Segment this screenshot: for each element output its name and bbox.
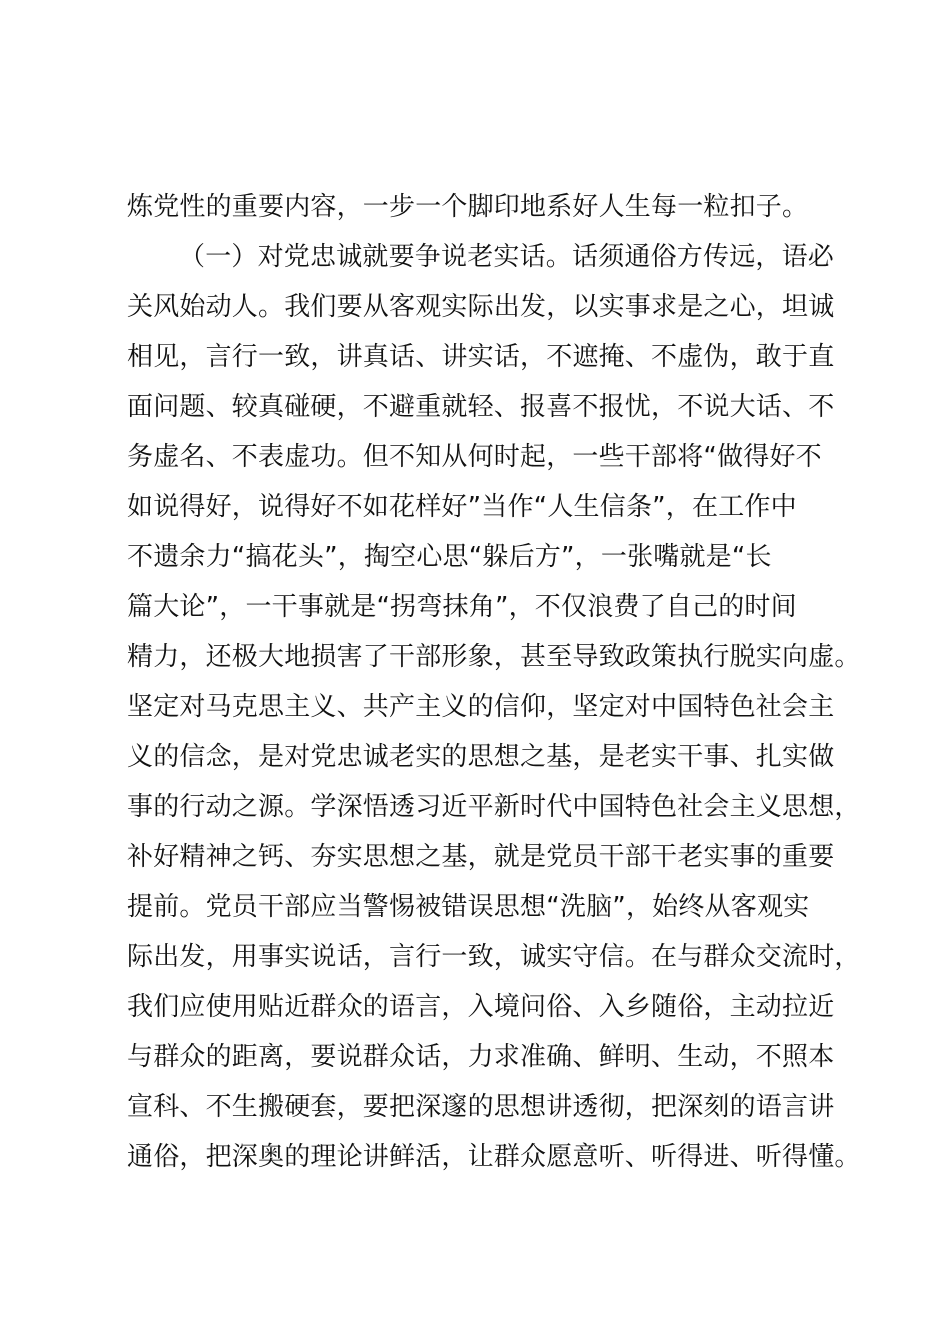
text-line: 通俗，把深奥的理论讲鲜活，让群众愿意听、听得进、听得懂。: [127, 1142, 861, 1172]
text-line: 宣科、不生搬硬套，要把深邃的思想讲透彻，把深刻的语言讲: [127, 1092, 835, 1122]
text-line: 补好精神之钙、夯实思想之基，就是党员干部干老实事的重要: [127, 842, 835, 872]
text-line: 炼党性的重要内容，一步一个脚印地系好人生每一粒扣子。: [127, 192, 809, 222]
text-line: 提前。党员干部应当警惕被错误思想“洗脑”，始终从客观实: [127, 892, 810, 922]
text-line: 如说得好，说得好不如花样好”当作“人生信条”，在工作中: [127, 492, 797, 522]
text-line: 关风始动人。我们要从客观实际出发，以实事求是之心，坦诚: [127, 292, 835, 322]
section-heading-line: （一）对党忠诚就要争说老实话。话须通俗方传远，语必: [179, 242, 835, 272]
body-text: [127, 182, 867, 1182]
text-line: 义的信念，是对党忠诚老实的思想之基，是老实干事、扎实做: [127, 742, 835, 772]
text-line: 事的行动之源。学深悟透习近平新时代中国特色社会主义思想，: [127, 792, 861, 822]
text-line: 坚定对马克思主义、共产主义的信仰，坚定对中国特色社会主: [127, 692, 835, 722]
text-line: 篇大论”，一干事就是“拐弯抹角”，不仅浪费了自己的时间: [127, 592, 797, 622]
text-line: 我们应使用贴近群众的语言，入境问俗、入乡随俗，主动拉近: [127, 992, 835, 1022]
text-line: 精力，还极大地损害了干部形象，甚至导致政策执行脱实向虚。: [127, 642, 861, 672]
text-line: 不遗余力“搞花头”，掏空心思“躲后方”，一张嘴就是“长: [127, 542, 772, 572]
text-line: 与群众的距离，要说群众话，力求准确、鲜明、生动，不照本: [127, 1042, 835, 1072]
text-line: 相见，言行一致，讲真话、讲实话，不遮掩、不虚伪，敢于直: [127, 342, 835, 372]
text-line: 务虚名、不表虚功。但不知从何时起，一些干部将“做得好不: [127, 442, 822, 472]
text-line: 面问题、较真碰硬，不避重就轻、报喜不报忧，不说大话、不: [127, 392, 835, 422]
text-line: 际出发，用事实说话，言行一致，诚实守信。在与群众交流时，: [127, 942, 861, 972]
